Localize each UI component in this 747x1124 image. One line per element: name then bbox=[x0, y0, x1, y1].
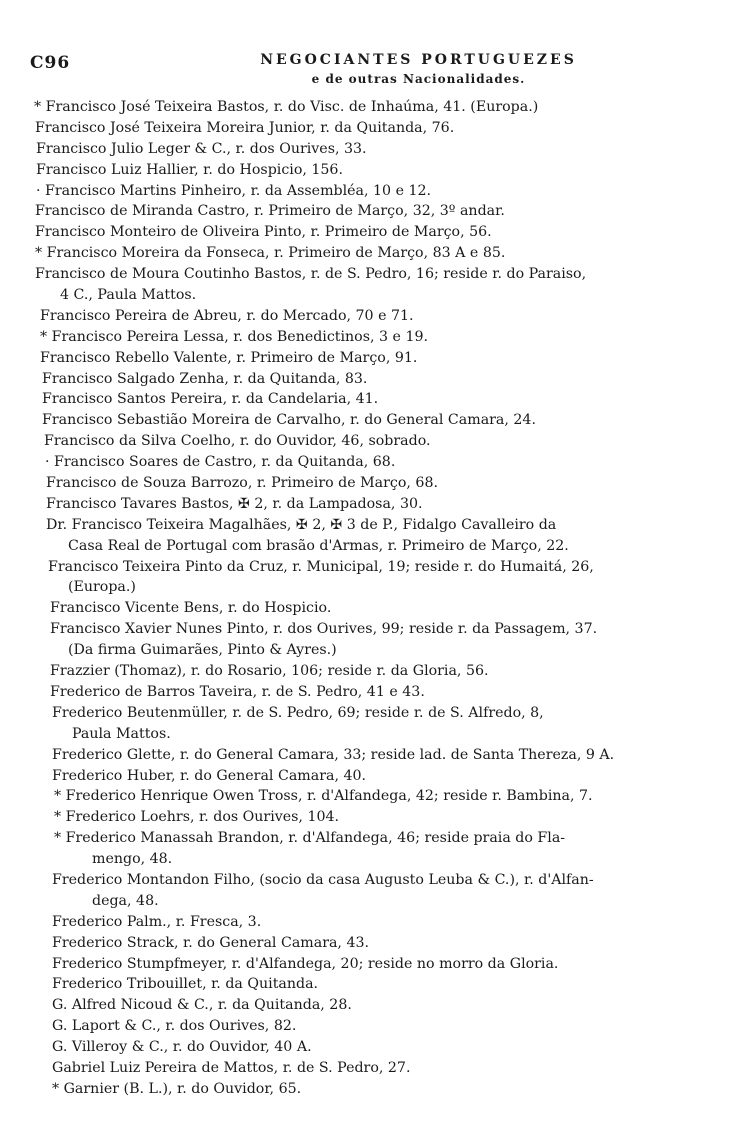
directory-entry-line: * Frederico Manassah Brandon, r. d'Alfandega, 46; reside praia do Fla- bbox=[54, 830, 566, 847]
directory-entry-line: Frederico Tribouillet, r. da Quitanda. bbox=[52, 976, 319, 993]
directory-entry-line: · Francisco Soares de Castro, r. da Quitanda, 68. bbox=[45, 454, 396, 471]
directory-entry-line: Frederico Montandon Filho, (socio da casa Augusto Leuba & C.), r. d'Alfan- bbox=[52, 871, 594, 888]
directory-entry-line: (Da firma Guimarães, Pinto & Ayres.) bbox=[68, 642, 337, 659]
directory-entry-line: Francisco Rebello Valente, r. Primeiro de Março, 91. bbox=[40, 349, 418, 366]
directory-entry-line: Francisco José Teixeira Moreira Junior, r. da Quitanda, 76. bbox=[35, 119, 455, 136]
directory-entry-line: Francisco Teixeira Pinto da Cruz, r. Municipal, 19; reside r. do Humaitá, 26, bbox=[48, 558, 594, 575]
directory-entry-line: Frederico Glette, r. do General Camara, 33; reside lad. de Santa Thereza, 9 A. bbox=[52, 746, 615, 763]
directory-entry-line: Frederico Beutenmüller, r. de S. Pedro, 69; reside r. de S. Alfredo, 8, bbox=[52, 704, 544, 721]
directory-entry-line: Francisco de Moura Coutinho Bastos, r. de S. Pedro, 16; reside r. do Paraiso, bbox=[35, 266, 587, 283]
directory-entry-line: * Francisco Moreira da Fonseca, r. Primeiro de Março, 83 A e 85. bbox=[35, 245, 506, 262]
directory-entry-line: Gabriel Luiz Pereira de Mattos, r. de S. Pedro, 27. bbox=[52, 1059, 411, 1076]
directory-entry-line: Francisco Santos Pereira, r. da Candelaria, 41. bbox=[42, 391, 379, 408]
directory-entry-line: G. Laport & C., r. dos Ourives, 82. bbox=[52, 1018, 297, 1035]
directory-entry-line: Frederico Stumpfmeyer, r. d'Alfandega, 20; reside no morro da Gloria. bbox=[52, 955, 559, 972]
directory-entry-line: Francisco Sebastião Moreira de Carvalho, r. do General Camara, 24. bbox=[42, 412, 536, 429]
page-title: NEGOCIANTES PORTUGUEZES bbox=[260, 52, 577, 68]
directory-entry-line: G. Alfred Nicoud & C., r. da Quitanda, 28. bbox=[52, 997, 352, 1014]
directory-entry-line: * Frederico Loehrs, r. dos Ourives, 104. bbox=[54, 809, 340, 826]
directory-entry-line: Francisco Vicente Bens, r. do Hospicio. bbox=[50, 600, 332, 617]
directory-entry-line: Francisco da Silva Coelho, r. do Ouvidor, 46, sobrado. bbox=[44, 433, 431, 450]
directory-entry-line: G. Villeroy & C., r. do Ouvidor, 40 A. bbox=[52, 1039, 312, 1056]
entries-list bbox=[30, 97, 730, 1100]
directory-entry-line: Frederico Palm., r. Fresca, 3. bbox=[52, 913, 262, 930]
directory-entry-line: Francisco Tavares Bastos, ✠ 2, r. da Lampadosa, 30. bbox=[46, 495, 423, 512]
directory-entry-line: * Francisco Pereira Lessa, r. dos Benedictinos, 3 e 19. bbox=[40, 328, 429, 345]
directory-entry-line: Francisco Monteiro de Oliveira Pinto, r. Primeiro de Março, 56. bbox=[35, 224, 492, 241]
directory-entry-line: * Garnier (B. L.), r. do Ouvidor, 65. bbox=[52, 1080, 302, 1097]
directory-entry-line: Francisco Xavier Nunes Pinto, r. dos Ourives, 99; reside r. da Passagem, 37. bbox=[50, 621, 598, 638]
directory-entry-line: Casa Real de Portugal com brasão d'Armas, r. Primeiro de Março, 22. bbox=[68, 537, 569, 554]
directory-entry-line: dega, 48. bbox=[92, 892, 159, 909]
directory-entry-line: Frederico Strack, r. do General Camara, 43. bbox=[52, 934, 370, 951]
directory-entry-line: (Europa.) bbox=[68, 579, 136, 596]
directory-entry-line: Dr. Francisco Teixeira Magalhães, ✠ 2, ✠ 3 de P., Fidalgo Cavalleiro da bbox=[46, 516, 557, 533]
page-subtitle: e de outras Nacionalidades. bbox=[311, 72, 526, 86]
directory-entry-line: · Francisco Martins Pinheiro, r. da Assembléa, 10 e 12. bbox=[36, 182, 432, 199]
directory-entry-line: * Frederico Henrique Owen Tross, r. d'Alfandega, 42; reside r. Bambina, 7. bbox=[54, 788, 593, 805]
directory-entry-line: Frazzier (Thomaz), r. do Rosario, 106; reside r. da Gloria, 56. bbox=[50, 663, 489, 680]
directory-entry-line: 4 C., Paula Mattos. bbox=[60, 287, 197, 304]
directory-entry-line: Francisco Luiz Hallier, r. do Hospicio, 156. bbox=[36, 161, 343, 178]
directory-entry-line: Francisco Pereira de Abreu, r. do Mercado, 70 e 71. bbox=[40, 307, 414, 324]
directory-entry-line: Francisco de Souza Barrozo, r. Primeiro de Março, 68. bbox=[46, 475, 438, 492]
directory-entry-line: Frederico de Barros Taveira, r. de S. Pedro, 41 e 43. bbox=[50, 683, 425, 700]
page-number: C96 bbox=[30, 53, 71, 73]
directory-entry-line: Francisco Julio Leger & C., r. dos Ourives, 33. bbox=[36, 140, 367, 157]
directory-entry-line: mengo, 48. bbox=[92, 851, 173, 868]
directory-entry-line: Francisco de Miranda Castro, r. Primeiro de Março, 32, 3º andar. bbox=[35, 203, 505, 220]
directory-entry-line: Paula Mattos. bbox=[72, 725, 171, 742]
directory-entry-line: Francisco Salgado Zenha, r. da Quitanda, 83. bbox=[42, 370, 368, 387]
directory-entry-line: Frederico Huber, r. do General Camara, 40. bbox=[52, 767, 367, 784]
directory-entry-line: * Francisco José Teixeira Bastos, r. do Visc. de Inhaúma, 41. (Europa.) bbox=[34, 99, 539, 115]
